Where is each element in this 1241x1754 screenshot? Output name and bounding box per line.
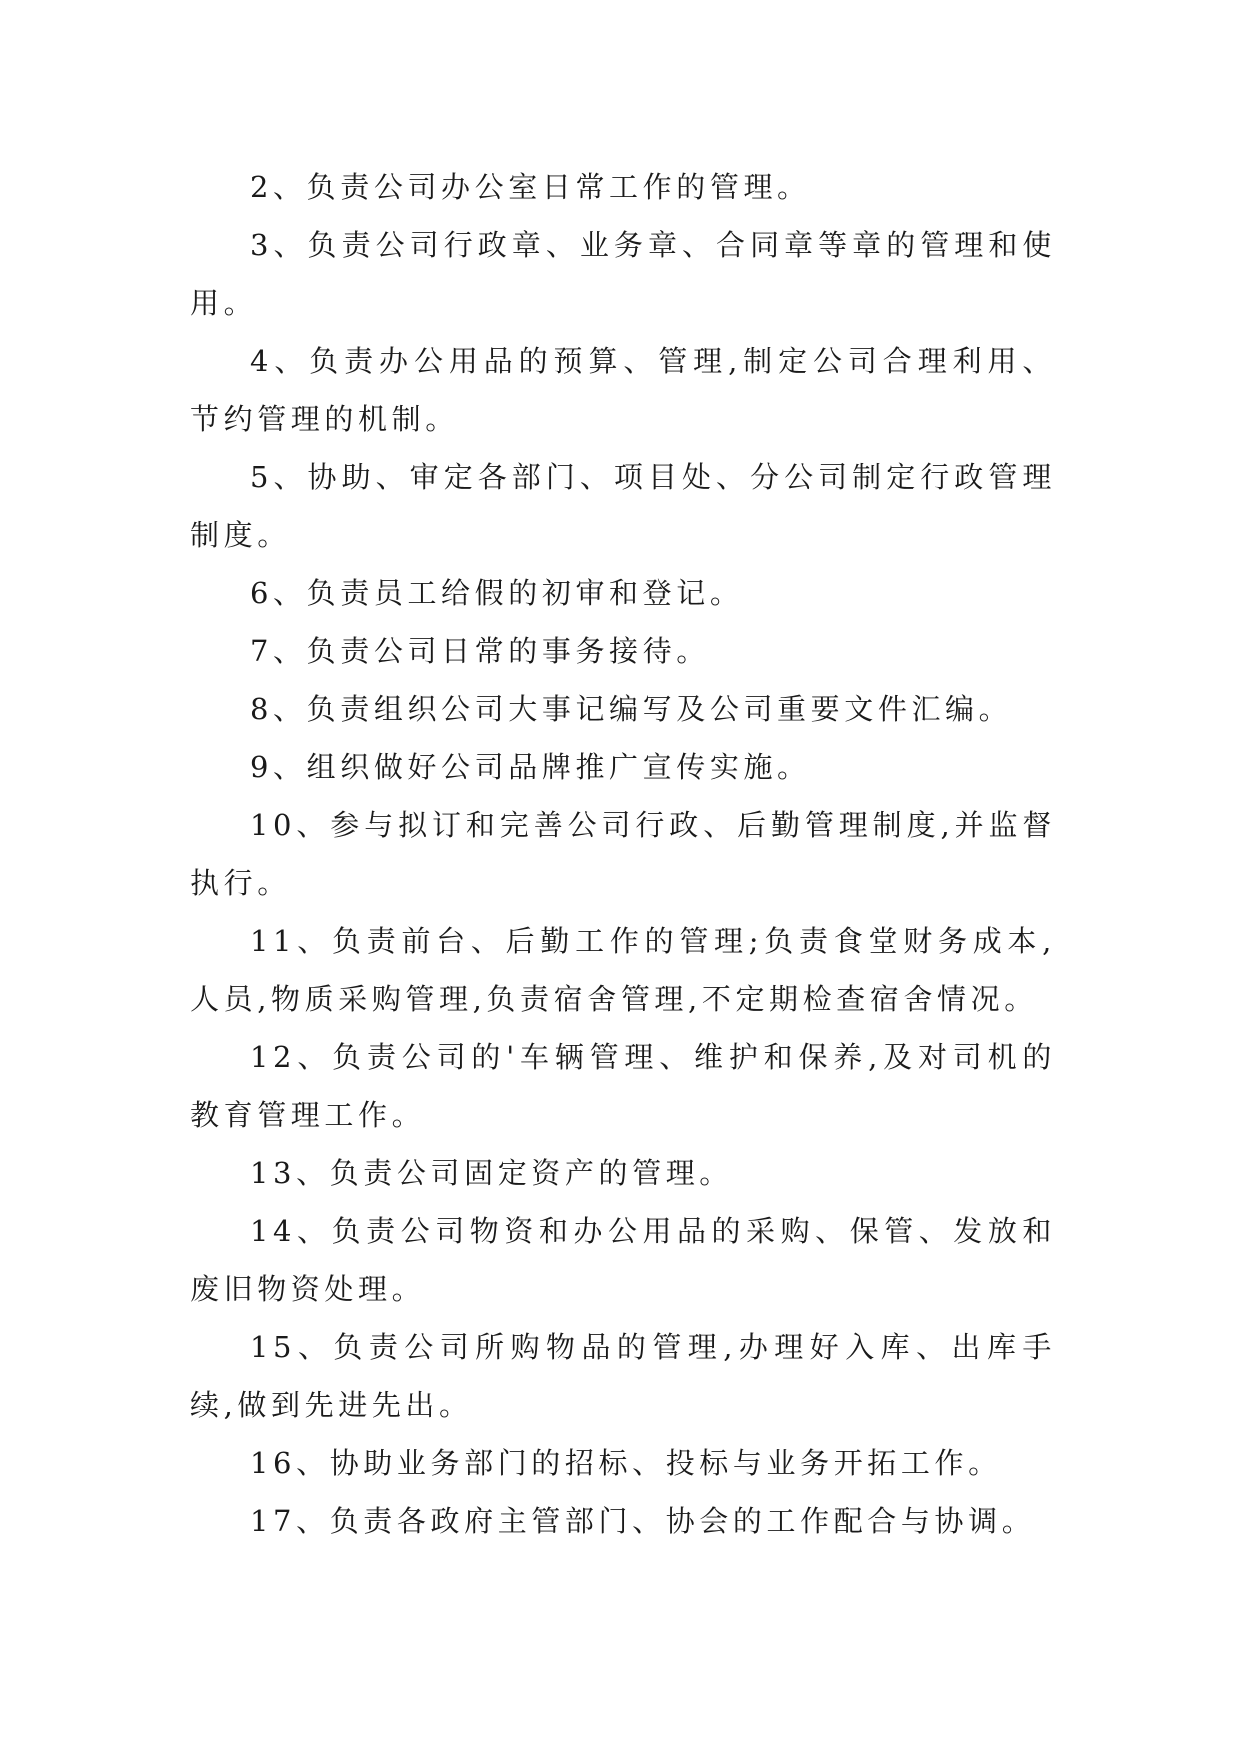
document-body [190, 158, 1056, 1550]
paragraph-item-11: 11、负责前台、后勤工作的管理;负责食堂财务成本,人员,物质采购管理,负责宿舍管理,不定期检查宿舍情况。 [190, 924, 1056, 1016]
paragraph-item-13: 13、负责公司固定资产的管理。 [250, 1156, 733, 1190]
paragraph-item-10: 10、参与拟订和完善公司行政、后勤管理制度,并监督执行。 [190, 808, 1056, 900]
paragraph-item-3: 3、负责公司行政章、业务章、合同章等章的管理和使用。 [190, 228, 1056, 320]
paragraph-item-15: 15、负责公司所购物品的管理,办理好入库、出库手续,做到先进先出。 [190, 1330, 1056, 1422]
paragraph-item-12: 12、负责公司的'车辆管理、维护和保养,及对司机的教育管理工作。 [190, 1040, 1056, 1132]
paragraph-item-6: 6、负责员工给假的初审和登记。 [250, 576, 744, 610]
paragraph-item-5: 5、协助、审定各部门、项目处、分公司制定行政管理制度。 [190, 460, 1056, 552]
paragraph-item-16: 16、协助业务部门的招标、投标与业务开拓工作。 [250, 1446, 1002, 1480]
paragraph-item-4: 4、负责办公用品的预算、管理,制定公司合理利用、节约管理的机制。 [190, 344, 1056, 436]
paragraph-item-8: 8、负责组织公司大事记编写及公司重要文件汇编。 [250, 692, 1013, 726]
paragraph-item-2: 2、负责公司办公室日常工作的管理。 [250, 170, 811, 204]
paragraph-item-17: 17、负责各政府主管部门、协会的工作配合与协调。 [250, 1504, 1036, 1538]
paragraph-item-7: 7、负责公司日常的事务接待。 [250, 634, 710, 668]
paragraph-item-14: 14、负责公司物资和办公用品的采购、保管、发放和废旧物资处理。 [190, 1214, 1056, 1306]
paragraph-item-9: 9、组织做好公司品牌推广宣传实施。 [250, 750, 811, 784]
